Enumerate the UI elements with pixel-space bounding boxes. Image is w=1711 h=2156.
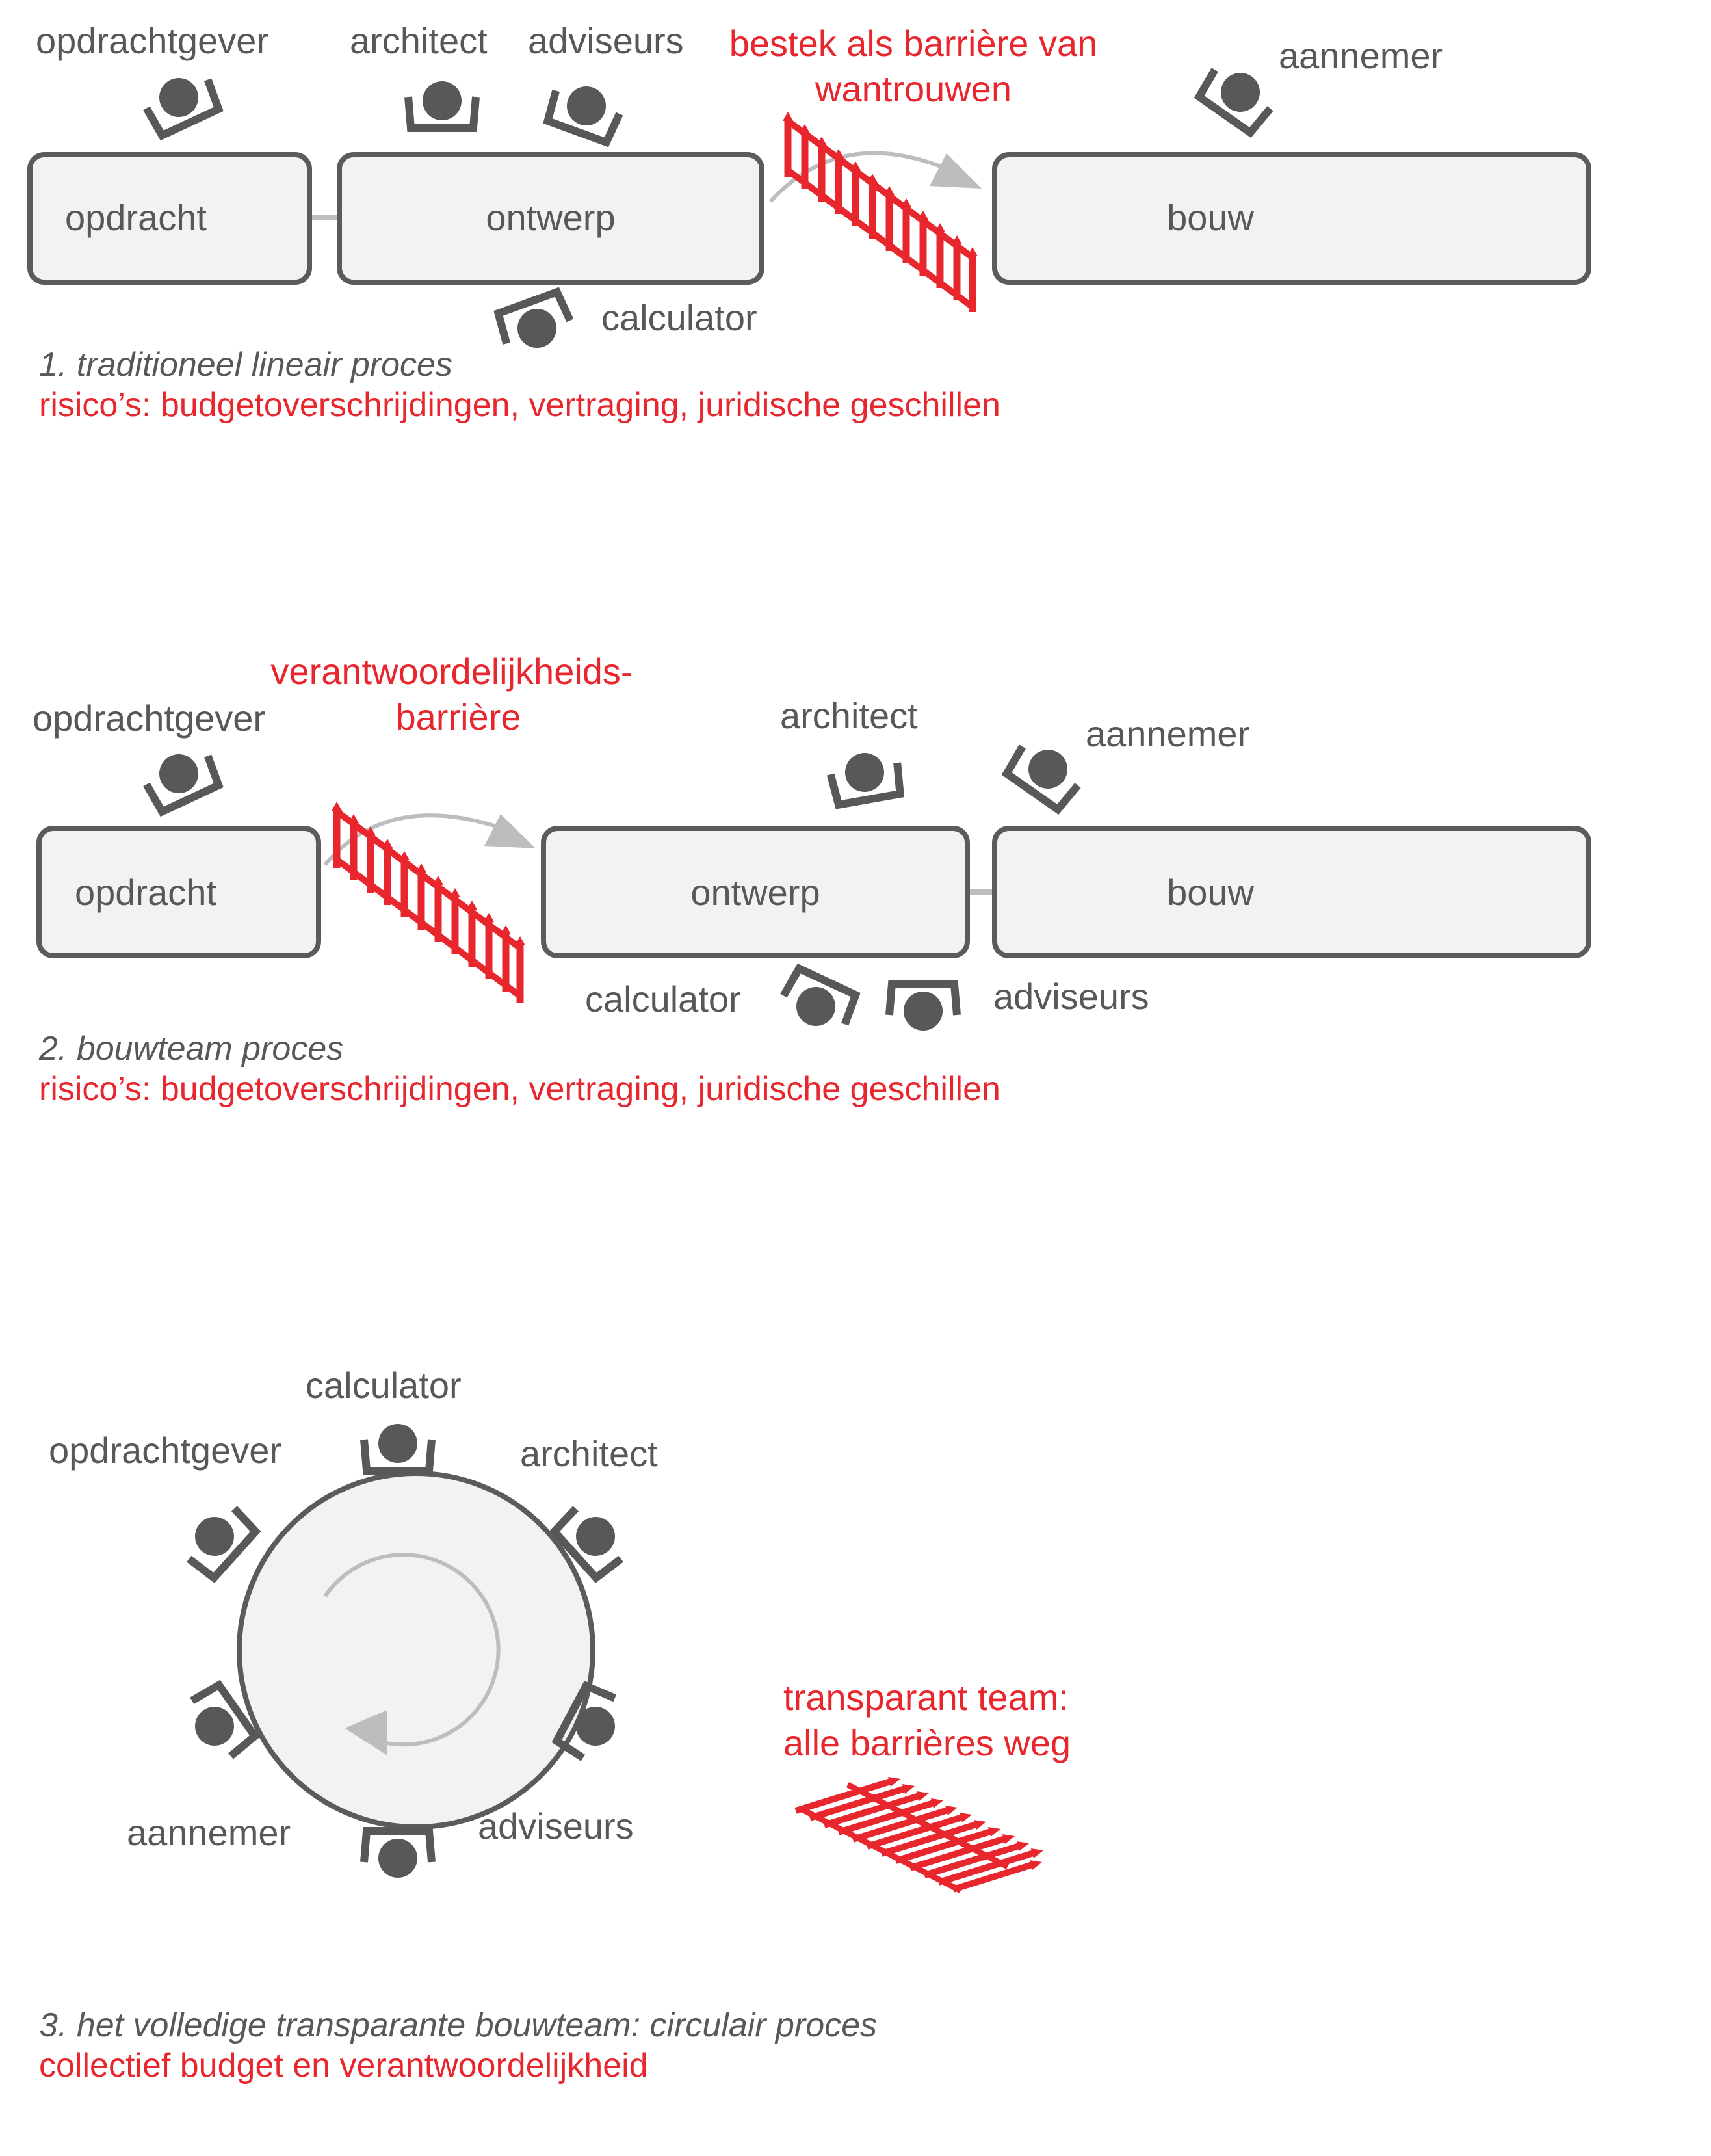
person-aannemer-icon — [1197, 57, 1279, 135]
risks-2: risico’s: budgetoverschrijdingen, vertraging, juridische geschillen — [39, 1070, 1000, 1108]
caption-1: 1. traditioneel lineair proces — [39, 346, 452, 384]
person-bottom-icon — [364, 1831, 432, 1878]
person-architect-icon — [408, 81, 476, 128]
section-bouwteam — [33, 651, 1589, 1108]
person-calculator-icon — [496, 291, 575, 358]
role-label-aannemer: aannemer — [1279, 35, 1443, 76]
risks-1: risico’s: budgetoverschrijdingen, vertraging, juridische geschillen — [39, 386, 1000, 424]
role-label-architect: architect — [520, 1433, 658, 1474]
barrier-label-line2: alle barrières weg — [783, 1722, 1071, 1763]
person-adviseurs-icon — [889, 984, 957, 1031]
box-bouw-label: bouw — [1167, 872, 1254, 913]
role-label-opdrachtgever: opdrachtgever — [36, 20, 269, 61]
barrier-label-line1: verantwoordelijkheids- — [270, 651, 633, 692]
round-table — [239, 1473, 593, 1827]
box-bouw-label: bouw — [1167, 197, 1254, 238]
summary-3: collectief budget en verantwoordelijkheid — [39, 2047, 648, 2084]
box-bouw — [995, 828, 1589, 956]
barrier-label-line2: barrière — [395, 696, 521, 737]
role-label-opdrachtgever: opdrachtgever — [33, 698, 266, 739]
box-opdracht-label: opdracht — [65, 197, 207, 238]
role-label-adviseurs: adviseurs — [528, 20, 684, 61]
section-traditional-linear — [30, 20, 1589, 424]
role-label-architect: architect — [350, 20, 488, 61]
box-ontwerp-label: ontwerp — [486, 197, 616, 238]
person-aannemer-icon — [1004, 734, 1086, 811]
person-calculator-icon — [777, 967, 858, 1038]
role-label-calculator: calculator — [601, 297, 757, 338]
box-bouw — [995, 155, 1589, 282]
barrier-label-line1: bestek als barrière van — [729, 23, 1098, 64]
barrier-label-line1: transparant team: — [783, 1677, 1069, 1718]
person-opdrachtgever-icon — [177, 1498, 257, 1579]
barrier-fence — [783, 112, 978, 312]
person-adviseurs-icon — [545, 76, 625, 143]
caption-3: 3. het volledige transparante bouwteam: circulair proces — [39, 2006, 878, 2044]
role-label-architect: architect — [780, 695, 918, 736]
person-opdrachtgever-icon — [140, 742, 221, 813]
box-ontwerp-label: ontwerp — [690, 872, 820, 913]
flow-arrowhead — [930, 153, 982, 189]
box-opdracht-label: opdracht — [75, 872, 216, 913]
role-label-calculator: calculator — [306, 1365, 462, 1406]
person-architect-icon — [828, 747, 903, 805]
role-label-adviseurs: adviseurs — [993, 976, 1149, 1017]
section-circular — [39, 1365, 1071, 2084]
person-calculator-icon — [364, 1424, 432, 1471]
flow-arrowhead — [484, 814, 536, 848]
barrier-label-line2: wantrouwen — [815, 68, 1012, 109]
fallen-fence — [796, 1777, 1043, 1891]
role-label-calculator: calculator — [585, 979, 741, 1019]
role-label-aannemer: aannemer — [127, 1812, 291, 1853]
caption-2: 2. bouwteam proces — [39, 1030, 344, 1068]
person-opdrachtgever-icon — [140, 66, 221, 137]
role-label-aannemer: aannemer — [1086, 713, 1250, 754]
role-label-opdrachtgever: opdrachtgever — [49, 1430, 282, 1471]
role-label-adviseurs: adviseurs — [478, 1806, 634, 1847]
